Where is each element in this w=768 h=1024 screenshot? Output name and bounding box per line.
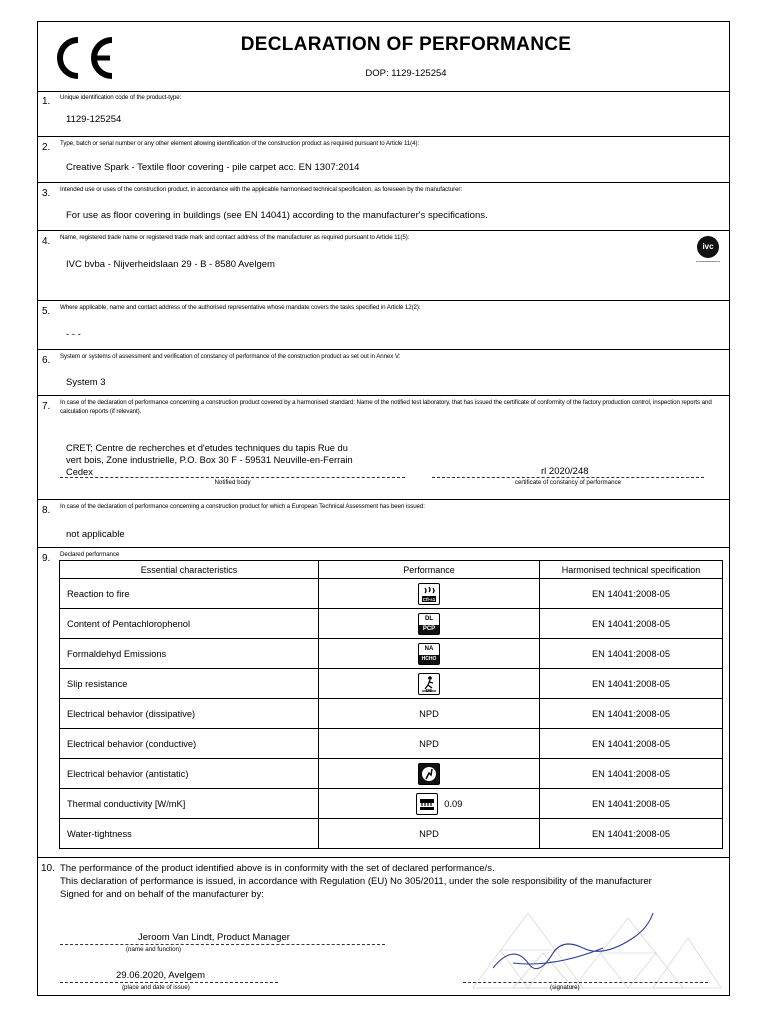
section-label: Declared performance — [60, 551, 120, 558]
section-number: 1. — [42, 96, 51, 107]
notified-body-line: vert bois, Zone industrielle, P.O. Box 30 F - 59531 Neuville-en-Ferrain — [66, 455, 353, 465]
table-row — [60, 669, 723, 699]
characteristic-cell: Slip resistance — [60, 669, 319, 699]
performance-cell — [319, 609, 540, 639]
section-7 — [38, 396, 729, 500]
section-number: 9. — [42, 553, 51, 564]
certificate-caption: certificate of constancy of performance — [514, 479, 622, 486]
notified-body-line: Cedex — [66, 467, 93, 477]
icon-label: PCP — [419, 625, 439, 634]
table-header-row — [60, 561, 723, 579]
section-number: 6. — [42, 355, 51, 366]
document-frame — [37, 21, 730, 996]
signature-line-rule — [463, 982, 708, 983]
antistatic-icon — [418, 763, 440, 785]
performance-cell — [319, 759, 540, 789]
statement-line: Signed for and on behalf of the manufacturer by: — [60, 889, 264, 900]
section-label: Type, batch or serial number or any other element allowing identification of the construction product as required pursuant to Article 11(4): — [60, 140, 420, 147]
section-value: 1129-125254 — [66, 114, 122, 125]
table-row — [60, 759, 723, 789]
section-label: Where applicable, name and contact address of the authorised representative whose mandate covers the tasks specified in Article 12(2): — [60, 304, 421, 311]
section-number: 8. — [42, 505, 51, 516]
spec-cell: EN 14041:2008-05 — [540, 609, 723, 639]
spec-cell: EN 14041:2008-05 — [540, 759, 723, 789]
dop-number: DOP: 1129-125254 — [365, 68, 447, 79]
section-1 — [38, 91, 729, 137]
section-value: For use as floor covering in buildings (see EN 14041) according to the manufacturer's specifications. — [66, 210, 488, 221]
performance-cell — [319, 639, 540, 669]
place-date-line-rule — [60, 982, 278, 983]
section-value: System 3 — [66, 377, 106, 388]
icon-label: HCHO — [419, 655, 439, 664]
characteristic-cell: Electrical behavior (conductive) — [60, 729, 319, 759]
characteristic-cell: Thermal conductivity [W/mK] — [60, 789, 319, 819]
characteristic-cell: Electrical behavior (dissipative) — [60, 699, 319, 729]
icon-label: NA — [424, 645, 434, 652]
section-number: 10. — [41, 863, 55, 874]
spec-cell: EN 14041:2008-05 — [540, 579, 723, 609]
performance-cell: NPD — [319, 699, 540, 729]
section-label: System or systems of assessment and verification of constancy of performance of the construction product as set out in Annex V: — [60, 353, 401, 360]
column-header: Harmonised technical specification — [540, 561, 723, 579]
section-label: In case of the declaration of performance concerning a construction product covered by a harmonised standard: Name of the notified test laboratory, that has issued the certificate of conformity of the factory production control, inspection reports and calculation reports (if relevant). — [60, 399, 712, 415]
section-8 — [38, 500, 729, 548]
spec-cell: EN 14041:2008-05 — [540, 699, 723, 729]
place-date-caption: (place and date of issue) — [122, 984, 190, 991]
section-10 — [38, 858, 729, 995]
signer-caption: (name and function) — [126, 946, 182, 953]
table-row — [60, 579, 723, 609]
section-value: IVC bvba - Nijverheidslaan 29 - B - 8580 Avelgem — [66, 259, 275, 270]
place-date: 29.06.2020, Avelgem — [116, 970, 206, 981]
section-number: 2. — [42, 142, 51, 153]
spec-cell: EN 14041:2008-05 — [540, 729, 723, 759]
notified-body-caption: Notified body — [214, 479, 251, 486]
characteristic-cell: Reaction to fire — [60, 579, 319, 609]
section-number: 3. — [42, 188, 51, 199]
section-3 — [38, 183, 729, 231]
table-row — [60, 699, 723, 729]
table-row — [60, 819, 723, 849]
icon-label: DL — [425, 615, 433, 622]
header — [38, 22, 729, 92]
page-title: DECLARATION OF PERFORMANCE — [240, 34, 572, 55]
column-header: Performance — [319, 561, 540, 579]
section-label: In case of the declaration of performance concerning a construction product for which a European Technical Assessment has been issued: — [60, 503, 425, 510]
spec-cell: EN 14041:2008-05 — [540, 789, 723, 819]
ivc-logo: ivc — [697, 236, 719, 258]
spec-cell: EN 14041:2008-05 — [540, 639, 723, 669]
performance-cell: NPD — [319, 819, 540, 849]
spec-cell: EN 14041:2008-05 — [540, 669, 723, 699]
hcho-icon — [418, 643, 440, 665]
characteristic-cell: Formaldehyd Emissions — [60, 639, 319, 669]
certificate-number: rl 2020/248 — [541, 466, 589, 477]
section-value: not applicable — [66, 529, 125, 540]
signature-caption: (signature) — [550, 984, 580, 991]
section-number: 4. — [42, 236, 51, 247]
certificate-line-rule — [432, 477, 704, 478]
notified-body-line-rule — [60, 477, 405, 478]
table-row — [60, 789, 723, 819]
section-value: Creative Spark - Textile floor covering - pile carpet acc. EN 1307:2014 — [66, 162, 360, 173]
section-4 — [38, 231, 729, 301]
section-number: 5. — [42, 306, 51, 317]
performance-cell — [319, 789, 540, 819]
signer-line-rule — [60, 944, 385, 945]
conformity-statement — [60, 862, 652, 901]
section-5 — [38, 301, 729, 350]
section-9 — [38, 548, 729, 858]
section-6 — [38, 350, 729, 396]
notified-body-line: CRET; Centre de recherches et d'etudes techniques du tapis Rue du — [66, 443, 348, 453]
statement-line: This declaration of performance is issued, in accordance with Regulation (EU) No 305/2011, under the sole responsibility of the manufacturer — [60, 876, 652, 887]
performance-table — [59, 560, 723, 849]
signer-name: Jeroom Van Lindt, Product Manager — [138, 932, 290, 943]
thermal-icon — [416, 793, 438, 815]
fire-class-icon — [418, 583, 440, 605]
icon-label: DS — [425, 687, 433, 693]
section-label: Name, registered trade name or registered trade mark and contact address of the manufacturer as required pursuant to Article 11(5): — [60, 234, 410, 241]
section-2 — [38, 137, 729, 183]
notified-body-text — [66, 442, 353, 478]
characteristic-cell: Content of Pentachlorophenol — [60, 609, 319, 639]
table-row — [60, 729, 723, 759]
section-number: 7. — [42, 401, 51, 412]
ivc-logo-underline — [696, 261, 720, 262]
table-row — [60, 639, 723, 669]
signature-icon — [493, 913, 653, 969]
pcp-icon — [418, 613, 440, 635]
icon-label: Cfl-s1 — [422, 596, 436, 602]
spec-cell: EN 14041:2008-05 — [540, 819, 723, 849]
performance-cell: NPD — [319, 729, 540, 759]
performance-cell — [319, 669, 540, 699]
performance-cell — [319, 579, 540, 609]
characteristic-cell: Water-tightness — [60, 819, 319, 849]
section-value: - - - — [66, 329, 81, 340]
thermal-value: 0.09 — [444, 798, 463, 809]
statement-line: The performance of the product identified above is in conformity with the set of declared performance/s. — [60, 863, 495, 874]
watermark-pattern — [453, 908, 723, 993]
slip-resistance-icon — [418, 673, 440, 695]
column-header: Essential characteristics — [60, 561, 319, 579]
section-label: Unique identification code of the product-type: — [60, 94, 182, 101]
characteristic-cell: Electrical behavior (antistatic) — [60, 759, 319, 789]
section-label: Intended use or uses of the construction product, in accordance with the applicable harmonised technical specification, as foreseen by the manufacturer: — [60, 186, 463, 193]
table-row — [60, 609, 723, 639]
